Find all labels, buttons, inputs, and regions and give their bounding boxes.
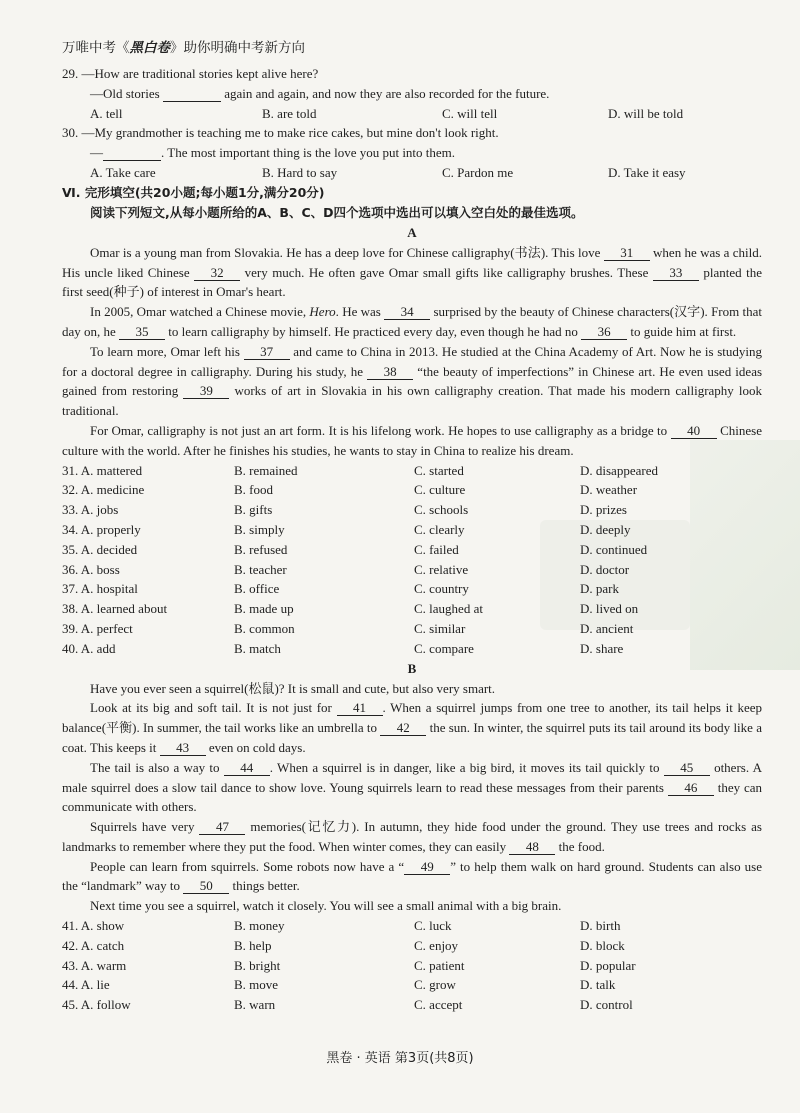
- text: very much. He often gave Omar small gifts like calligraphy brushes. These: [244, 264, 649, 280]
- q29-option-d[interactable]: D. will be told: [608, 105, 684, 121]
- passage-a-paragraph-4: [62, 421, 762, 461]
- option-41-c[interactable]: C. luck: [414, 918, 452, 934]
- blank-38[interactable]: 38: [367, 365, 413, 380]
- blank-47[interactable]: 47: [199, 820, 245, 835]
- option-31-a[interactable]: 31. A. mattered: [62, 462, 143, 478]
- passage-b-paragraph-6: Next time you see a squirrel, watch it closely. You will see a small animal with a big brain.: [90, 898, 562, 914]
- options-38: [62, 599, 762, 619]
- q29-option-a[interactable]: A. tell: [90, 105, 123, 121]
- option-41-b[interactable]: B. money: [234, 918, 285, 934]
- option-44-b[interactable]: B. move: [234, 977, 279, 993]
- option-45-a[interactable]: 45. A. follow: [62, 997, 131, 1013]
- passage-b-paragraph-5: [62, 857, 762, 897]
- blank-43[interactable]: 43: [160, 741, 206, 756]
- option-35-a[interactable]: 35. A. decided: [62, 541, 138, 557]
- text: to learn calligraphy by himself. He practiced every day, even though he had no: [168, 323, 578, 339]
- text: they can communicate with others.: [62, 779, 763, 815]
- option-43-b[interactable]: B. bright: [234, 957, 281, 973]
- option-37-d[interactable]: D. park: [580, 581, 619, 597]
- q29-response-end: again and again, and now they are also recorded for the future.: [224, 85, 550, 101]
- passage-b-paragraph-4: [62, 817, 762, 857]
- option-39-a[interactable]: 39. A. perfect: [62, 620, 133, 636]
- blank-40[interactable]: 40: [671, 424, 717, 439]
- options-42: [62, 936, 762, 956]
- option-32-b[interactable]: B. food: [234, 482, 273, 498]
- option-35-b[interactable]: B. refused: [234, 541, 288, 557]
- option-34-a[interactable]: 34. A. properly: [62, 521, 141, 537]
- option-43-c[interactable]: C. patient: [414, 957, 465, 973]
- option-42-a[interactable]: 42. A. catch: [62, 937, 125, 953]
- passage-a-label: A: [407, 224, 417, 240]
- options-36: [62, 560, 762, 580]
- text: For Omar, calligraphy is not just an art form. It is his lifelong work. He hopes to use calligraphy as a bridge to: [90, 422, 668, 438]
- option-39-d[interactable]: D. ancient: [580, 620, 634, 636]
- blank-36[interactable]: 36: [581, 325, 627, 340]
- text: the sun. In winter, the squirrel puts its tail around its body like a coat. This keeps it: [62, 720, 762, 755]
- options-40: [62, 639, 762, 659]
- text: The tail is also a way to: [90, 759, 220, 775]
- q30-blank[interactable]: [103, 146, 161, 161]
- section-6-title: Ⅵ. 完形填空(共20小题;每小题1分,满分20分): [62, 184, 325, 200]
- passage-a-paragraph-1: [62, 243, 762, 302]
- option-42-c[interactable]: C. enjoy: [414, 937, 459, 953]
- text: . When a squirrel jumps from one tree to another, its tail helps it keep balance(平衡). In summer, the tail works like an umbrella to: [62, 700, 762, 736]
- text: others. A male squirrel does a slow tail dance to show love. Young squirrels learn to read these messages from their parents: [62, 759, 763, 795]
- option-40-a[interactable]: 40. A. add: [62, 640, 116, 656]
- option-32-d[interactable]: D. weather: [580, 482, 638, 498]
- q30-response-end: . The most important thing is the love you put into them.: [161, 145, 456, 161]
- option-35-c[interactable]: C. failed: [414, 541, 459, 557]
- option-43-a[interactable]: 43. A. warm: [62, 957, 127, 973]
- option-31-b[interactable]: B. remained: [234, 462, 298, 478]
- option-40-c[interactable]: C. compare: [414, 640, 474, 656]
- q30-prompt: 30. —My grandmother is teaching me to make rice cakes, but mine don't look right.: [62, 125, 499, 141]
- text: surprised by the beauty of Chinese characters(汉字). From that day on, he: [62, 304, 763, 339]
- text: things better.: [232, 878, 300, 894]
- options-37: [62, 579, 762, 599]
- text: “the beauty of imperfections” in Chinese art. He even used ideas gained from restoring: [62, 363, 763, 399]
- passage-a-paragraph-3: [62, 342, 762, 421]
- text: Squirrels have very: [90, 819, 195, 835]
- blank-45[interactable]: 45: [664, 761, 710, 776]
- header-suffix: 》助你明确中考新方向: [170, 40, 305, 56]
- option-38-a[interactable]: 38. A. learned about: [62, 601, 168, 617]
- blank-49[interactable]: 49: [404, 860, 450, 875]
- q29-option-b[interactable]: B. are told: [262, 105, 317, 121]
- page-header: [62, 36, 305, 56]
- blank-39[interactable]: 39: [183, 384, 229, 399]
- passage-b-paragraph-1: Have you ever seen a squirrel(松鼠)? It is small and cute, but also very smart.: [90, 680, 496, 696]
- page-footer: 黑卷 · 英语 第3页(共8页): [326, 1051, 474, 1066]
- q30-response: [62, 143, 762, 163]
- passage-b-paragraph-3: [62, 758, 762, 817]
- blank-37[interactable]: 37: [244, 345, 290, 360]
- option-40-d[interactable]: D. share: [580, 640, 624, 656]
- text: . When a squirrel is in danger, like a big bird, it moves its tail quickly to: [269, 759, 660, 775]
- option-32-a[interactable]: 32. A. medicine: [62, 482, 145, 498]
- option-44-a[interactable]: 44. A. lie: [62, 977, 110, 993]
- option-34-c[interactable]: C. clearly: [414, 521, 465, 537]
- options-39: [62, 619, 762, 639]
- text: People can learn from squirrels. Some robots now have a “: [90, 858, 405, 874]
- option-44-d[interactable]: D. talk: [580, 977, 616, 993]
- text: the food.: [558, 838, 605, 854]
- q29-option-c[interactable]: C. will tell: [442, 105, 498, 121]
- options-35: [62, 540, 762, 560]
- q29-prompt: 29. —How are traditional stories kept alive here?: [62, 66, 319, 81]
- blank-50[interactable]: 50: [183, 879, 229, 894]
- q30-option-d[interactable]: D. Take it easy: [608, 164, 686, 180]
- text: . He was: [335, 304, 381, 320]
- blank-41[interactable]: 41: [337, 701, 383, 716]
- options-32: [62, 480, 762, 500]
- header-prefix: 万唯中考《: [62, 40, 130, 56]
- blank-31[interactable]: 31: [604, 246, 650, 261]
- header-brand: 黑白卷: [129, 40, 170, 56]
- text: Look at its big and soft tail. It is not just for: [90, 700, 332, 716]
- options-44: [62, 975, 762, 995]
- option-34-d[interactable]: D. deeply: [580, 521, 631, 537]
- passage-a-paragraph-2: [62, 302, 762, 342]
- option-41-a[interactable]: 41. A. show: [62, 918, 125, 934]
- options-31: [62, 461, 762, 481]
- option-39-c[interactable]: C. similar: [414, 620, 466, 636]
- q29-options: [62, 104, 762, 124]
- text: and came to China in 2013. He studied at the China Academy of Art. Now he is studying for a doctoral degree in calligraphy. During his study, he: [62, 343, 763, 379]
- text: To learn more, Omar left his: [90, 343, 240, 359]
- section-6-instruction: 阅读下列短文,从每小题所给的A、B、C、D四个选项中选出可以填入空白处的最佳选项。: [90, 204, 584, 220]
- option-39-b[interactable]: B. common: [234, 620, 295, 636]
- q30-response-start: —: [90, 145, 103, 161]
- option-38-d[interactable]: D. lived on: [580, 601, 639, 617]
- option-45-b[interactable]: B. warn: [234, 997, 276, 1013]
- options-33: [62, 500, 762, 520]
- text: planted the first seed(种子) of interest in Omar's heart.: [62, 264, 762, 300]
- option-43-d[interactable]: D. popular: [580, 957, 636, 973]
- option-45-d[interactable]: D. control: [580, 997, 633, 1013]
- option-33-b[interactable]: B. gifts: [234, 502, 273, 518]
- option-32-c[interactable]: C. culture: [414, 482, 466, 498]
- text: Omar is a young man from Slovakia. He has a deep love for Chinese calligraphy(书法). This love: [90, 244, 601, 260]
- text: Chinese culture with the world. After he finishes his studies, he wants to stay in China to realize his dream.: [62, 422, 762, 458]
- option-33-d[interactable]: D. prizes: [580, 502, 627, 518]
- option-38-b[interactable]: B. made up: [234, 601, 294, 617]
- option-36-c[interactable]: C. relative: [414, 561, 469, 577]
- text: to guide him at first.: [630, 323, 737, 339]
- option-31-d[interactable]: D. disappeared: [580, 462, 658, 478]
- blank-46[interactable]: 46: [668, 781, 714, 796]
- options-34: [62, 520, 762, 540]
- option-33-a[interactable]: 33. A. jobs: [62, 502, 119, 518]
- blank-33[interactable]: 33: [653, 266, 699, 281]
- passage-b-label: B: [407, 660, 417, 676]
- option-42-d[interactable]: D. block: [580, 937, 625, 953]
- movie-title: Hero: [309, 304, 336, 320]
- exam-content: [62, 64, 762, 1015]
- option-31-c[interactable]: C. started: [414, 462, 464, 478]
- blank-42[interactable]: 42: [380, 721, 426, 736]
- option-36-b[interactable]: B. teacher: [234, 561, 287, 577]
- option-40-b[interactable]: B. match: [234, 640, 281, 656]
- blank-32[interactable]: 32: [194, 266, 240, 281]
- q30-options: [62, 163, 762, 183]
- option-44-c[interactable]: C. grow: [414, 977, 456, 993]
- option-42-b[interactable]: B. help: [234, 937, 272, 953]
- option-37-a[interactable]: 37. A. hospital: [62, 581, 138, 597]
- option-38-c[interactable]: C. laughed at: [414, 601, 483, 617]
- blank-35[interactable]: 35: [119, 325, 165, 340]
- q29-blank[interactable]: [163, 87, 221, 102]
- option-37-c[interactable]: C. country: [414, 581, 469, 597]
- text: memories(记忆力). In autumn, they hide food under the ground. They use trees and rocks as landmarks to remember where they put the food. When winter comes, they can easily: [62, 819, 762, 854]
- option-41-d[interactable]: D. birth: [580, 918, 621, 934]
- option-36-d[interactable]: D. doctor: [580, 561, 630, 577]
- q30-option-b[interactable]: B. Hard to say: [262, 164, 338, 180]
- option-45-c[interactable]: C. accept: [414, 997, 463, 1013]
- options-45: [62, 995, 762, 1015]
- passage-a-options: [62, 461, 762, 659]
- blank-34[interactable]: 34: [384, 305, 430, 320]
- options-43: [62, 956, 762, 976]
- option-33-c[interactable]: C. schools: [414, 502, 469, 518]
- option-34-b[interactable]: B. simply: [234, 521, 285, 537]
- q30-option-a[interactable]: A. Take care: [90, 164, 156, 180]
- option-37-b[interactable]: B. office: [234, 581, 280, 597]
- text: when he was a child. His uncle liked Chinese: [62, 244, 763, 280]
- text: ” to help them walk on hard ground. Students can also use the “landmark” way to: [62, 858, 762, 894]
- text: In 2005, Omar watched a Chinese movie,: [90, 304, 307, 320]
- q30-option-c[interactable]: C. Pardon me: [442, 164, 514, 180]
- text: even on cold days.: [208, 739, 306, 755]
- options-41: [62, 916, 762, 936]
- blank-44[interactable]: 44: [224, 761, 270, 776]
- q29-response: [62, 84, 762, 104]
- passage-b-paragraph-2: [62, 698, 762, 757]
- option-36-a[interactable]: 36. A. boss: [62, 561, 120, 577]
- q29-response-start: —Old stories: [90, 85, 160, 101]
- option-35-d[interactable]: D. continued: [580, 541, 648, 557]
- blank-48[interactable]: 48: [509, 840, 555, 855]
- passage-b-options: [62, 916, 762, 1015]
- text: works of art in Slovakia in his own calligraphy creation. That made his modern calligraphy look traditional.: [62, 383, 763, 419]
